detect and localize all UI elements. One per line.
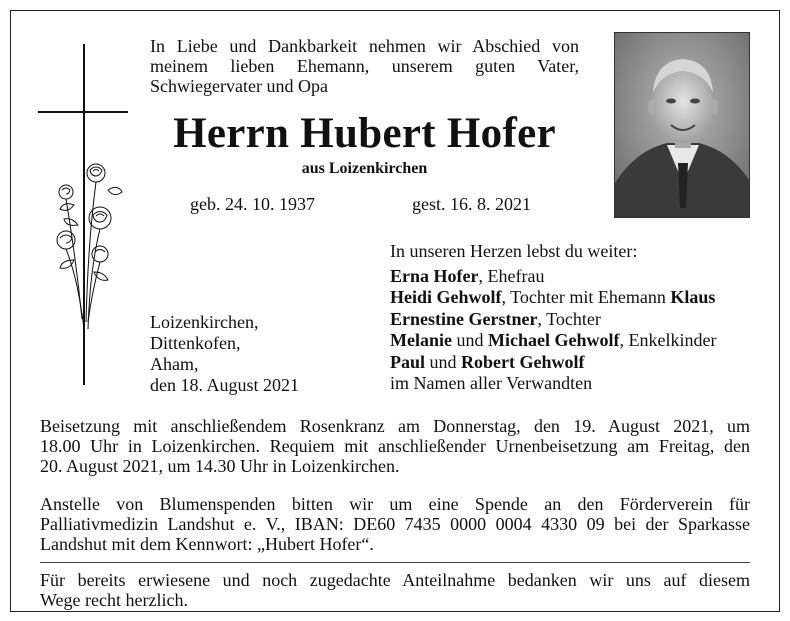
place-line: Aham, xyxy=(150,354,199,374)
intro-text xyxy=(150,36,579,96)
date-line: den 18. August 2021 xyxy=(150,375,300,395)
donation-line-1: Anstelle von Blumenspenden bitten wir um eine Spende an den Förderverein für xyxy=(40,494,750,514)
mourner-line: Erna Hofer, Ehefrau xyxy=(390,265,545,286)
mourner-closing: im Namen aller Verwandten xyxy=(390,373,593,393)
death-date: gest. 16. 8. 2021 xyxy=(412,194,531,214)
deceased-origin: aus Loizenkirchen xyxy=(301,160,428,177)
donation-line-2: Palliativmedizin Landshut e. V., IBAN: DE60 7435 0000 0004 4330 09 bei der Sparkasse xyxy=(40,514,750,534)
donation-paragraph xyxy=(40,494,750,554)
thanks-line-2: Wege recht herzlich. xyxy=(40,590,188,610)
deceased-name: Herrn Hubert Hofer xyxy=(173,110,556,157)
mourner-line: Heidi Gehwolf, Tochter mit Ehemann Klaus xyxy=(390,287,716,307)
mourners-list xyxy=(390,241,716,395)
thanks-paragraph xyxy=(40,570,750,610)
places-and-date xyxy=(150,312,299,396)
mourner-line: Ernestine Gerstner, Tochter xyxy=(390,308,601,329)
divider xyxy=(40,562,750,563)
mourners-lead: In unseren Herzen lebst du weiter: xyxy=(390,241,638,261)
birth-date: geb. 24. 10. 1937 xyxy=(190,194,315,214)
mourner-line: Melanie und Michael Gehwolf, Enkelkinder xyxy=(390,330,717,350)
funeral-paragraph xyxy=(40,416,750,476)
thanks-line-1: Für bereits erwiesene und noch zugedachte Anteilnahme bedanken wir uns auf diesem xyxy=(40,570,750,590)
portrait-photo xyxy=(614,32,750,218)
donation-line-3: Landshut mit dem Kennwort: „Hubert Hofer“. xyxy=(40,534,374,554)
place-line: Dittenkofen, xyxy=(150,333,241,353)
funeral-line-2: 18.00 Uhr in Loizenkirchen. Requiem mit anschließender Urnenbeisetzung am Freitag, den xyxy=(40,436,750,456)
intro-line-2: meinem lieben Ehemann, unserem guten Vater, xyxy=(150,56,579,76)
mourner-line: Paul und Robert Gehwolf xyxy=(390,351,585,372)
cross-rose-icon xyxy=(38,40,138,390)
portrait-image xyxy=(615,33,750,218)
intro-line-1: In Liebe und Dankbarkeit nehmen wir Abschied von xyxy=(150,36,579,56)
place-line: Loizenkirchen, xyxy=(150,312,259,332)
funeral-line-3: 20. August 2021, um 14.30 Uhr in Loizenkirchen. xyxy=(40,456,400,476)
funeral-line-1: Beisetzung mit anschließendem Rosenkranz am Donnerstag, den 19. August 2021, um xyxy=(40,416,750,436)
cross-with-roses xyxy=(38,40,138,390)
intro-line-3: Schwiegervater und Opa xyxy=(150,76,328,96)
